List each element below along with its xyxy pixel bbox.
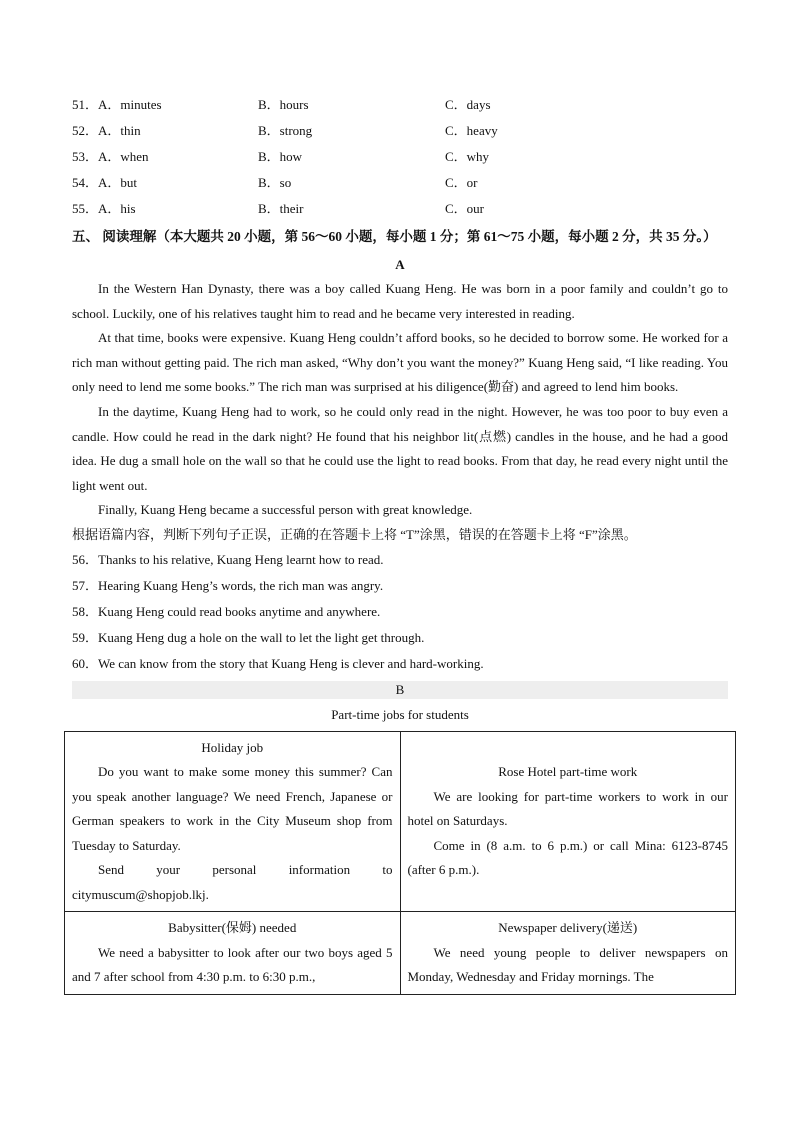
job-description: We need young people to deliver newspapers on Monday, Wednesday and Friday mornings. The (407, 944, 728, 985)
passage-a-letter: A (395, 257, 405, 272)
option-b: B．strong (258, 123, 313, 138)
option-b: B．so (258, 175, 292, 190)
send-word: information (288, 862, 351, 878)
job-cell-hotel (400, 731, 736, 912)
job-contact: Come in (8 a.m. to 6 p.m.) or call Mina: 6123-8745 (after 6 p.m.). (407, 837, 728, 878)
job-send-line (72, 858, 393, 883)
cloze-options (72, 94, 728, 224)
option-b: B．hours (258, 97, 309, 112)
send-word: Send (98, 862, 124, 878)
passage-a-paragraph: In the Western Han Dynasty, there was a boy called Kuang Heng. He was born in a poor family and couldn’t go to school. Luckily, one of his relatives taught him to read and he became very interested in reading. (72, 281, 728, 321)
option-c: C．days (445, 97, 491, 112)
exam-page (72, 94, 728, 985)
option-a: 51．A．minutes (72, 97, 162, 112)
question-56: 56．Thanks to his relative, Kuang Heng learnt how to read. (72, 551, 384, 567)
job-title: Rose Hotel part-time work (498, 764, 638, 780)
option-a: 53．A．when (72, 149, 149, 164)
passage-b-letter: B (72, 681, 728, 699)
question-58: 58．Kuang Heng could read books anytime and anywhere. (72, 603, 381, 619)
option-b: B．their (258, 201, 304, 216)
option-row-55 (72, 198, 728, 224)
option-a: 55．A．his (72, 201, 136, 216)
job-title: Babysitter(保姆) needed (168, 920, 297, 936)
section-heading: 五、 阅读理解（本大题共 20 小题，第 56～60 小题，每小题 1 分；第 61～75 小题，每小题 2 分，共 35 分。） (72, 229, 717, 244)
send-word: to (382, 862, 393, 878)
option-a: 54．A．but (72, 175, 138, 190)
question-57: 57．Hearing Kuang Heng’s words, the rich man was angry. (72, 577, 384, 593)
option-a: 52．A．thin (72, 123, 141, 138)
question-60: 60．We can know from the story that Kuang Heng is clever and hard-working. (72, 655, 484, 671)
option-b: B．how (258, 149, 303, 164)
option-c: C．heavy (445, 123, 498, 138)
job-description: Do you want to make some money this summer? Can you speak another language? We need French, Japanese or German speakers to work in the City Museum shop from Tuesday to Saturday. (72, 764, 393, 853)
send-word: personal (212, 862, 257, 878)
job-title: Holiday job (201, 739, 264, 755)
job-cell-holiday (65, 731, 401, 912)
job-cell-babysitter (65, 912, 401, 995)
table-row (65, 912, 736, 995)
option-row-51 (72, 94, 728, 120)
passage-b-title: Part-time jobs for students (331, 706, 469, 722)
option-row-54 (72, 172, 728, 198)
table-row (65, 731, 736, 912)
question-59: 59．Kuang Heng dug a hole on the wall to let the light get through. (72, 629, 425, 645)
passage-a-paragraph: At that time, books were expensive. Kuang Heng couldn’t afford books, so he decided to borrow some. He worked for a rich man without getting paid. The rich man asked, “Why don’t you want the money?” Kuang Heng said, “I like reading. You only need to lend me some books.” The rich man was surprised at his diligence(勤奋) and agreed to lend him books. (72, 330, 728, 395)
option-c: C．or (445, 175, 478, 190)
job-title: Newspaper delivery(递送) (498, 920, 638, 936)
passage-a-paragraph: In the daytime, Kuang Heng had to work, so he could only read in the night. However, he was too poor to buy even a candle. How could he read in the dark night? He found that his neighbor lit(点燃) candles in the house, and he had a good idea. He dug a small hole on the wall so that he could use the light to read books. From that day, he read every night until the light went out. (72, 403, 728, 493)
option-c: C．our (445, 201, 485, 216)
job-description: We need a babysitter to look after our two boys aged 5 and 7 after school from 4:30 p.m. to 6:30 p.m., (72, 944, 393, 985)
passage-a-paragraph: Finally, Kuang Heng became a successful person with great knowledge. (98, 502, 473, 518)
job-description: We are looking for part-time workers to work in our hotel on Saturdays. (407, 788, 728, 829)
job-email: citymuscum@shopjob.lkj. (72, 886, 209, 902)
true-false-instruction: 根据语篇内容，判断下列句子正误，正确的在答题卡上将 “T”涂黑，错误的在答题卡上将 “F”涂黑。 (72, 526, 637, 542)
option-row-53 (72, 146, 728, 172)
job-cell-newspaper (400, 912, 736, 995)
send-word: your (156, 862, 181, 878)
option-c: C．why (445, 149, 490, 164)
option-row-52 (72, 120, 728, 146)
jobs-table (64, 731, 736, 995)
